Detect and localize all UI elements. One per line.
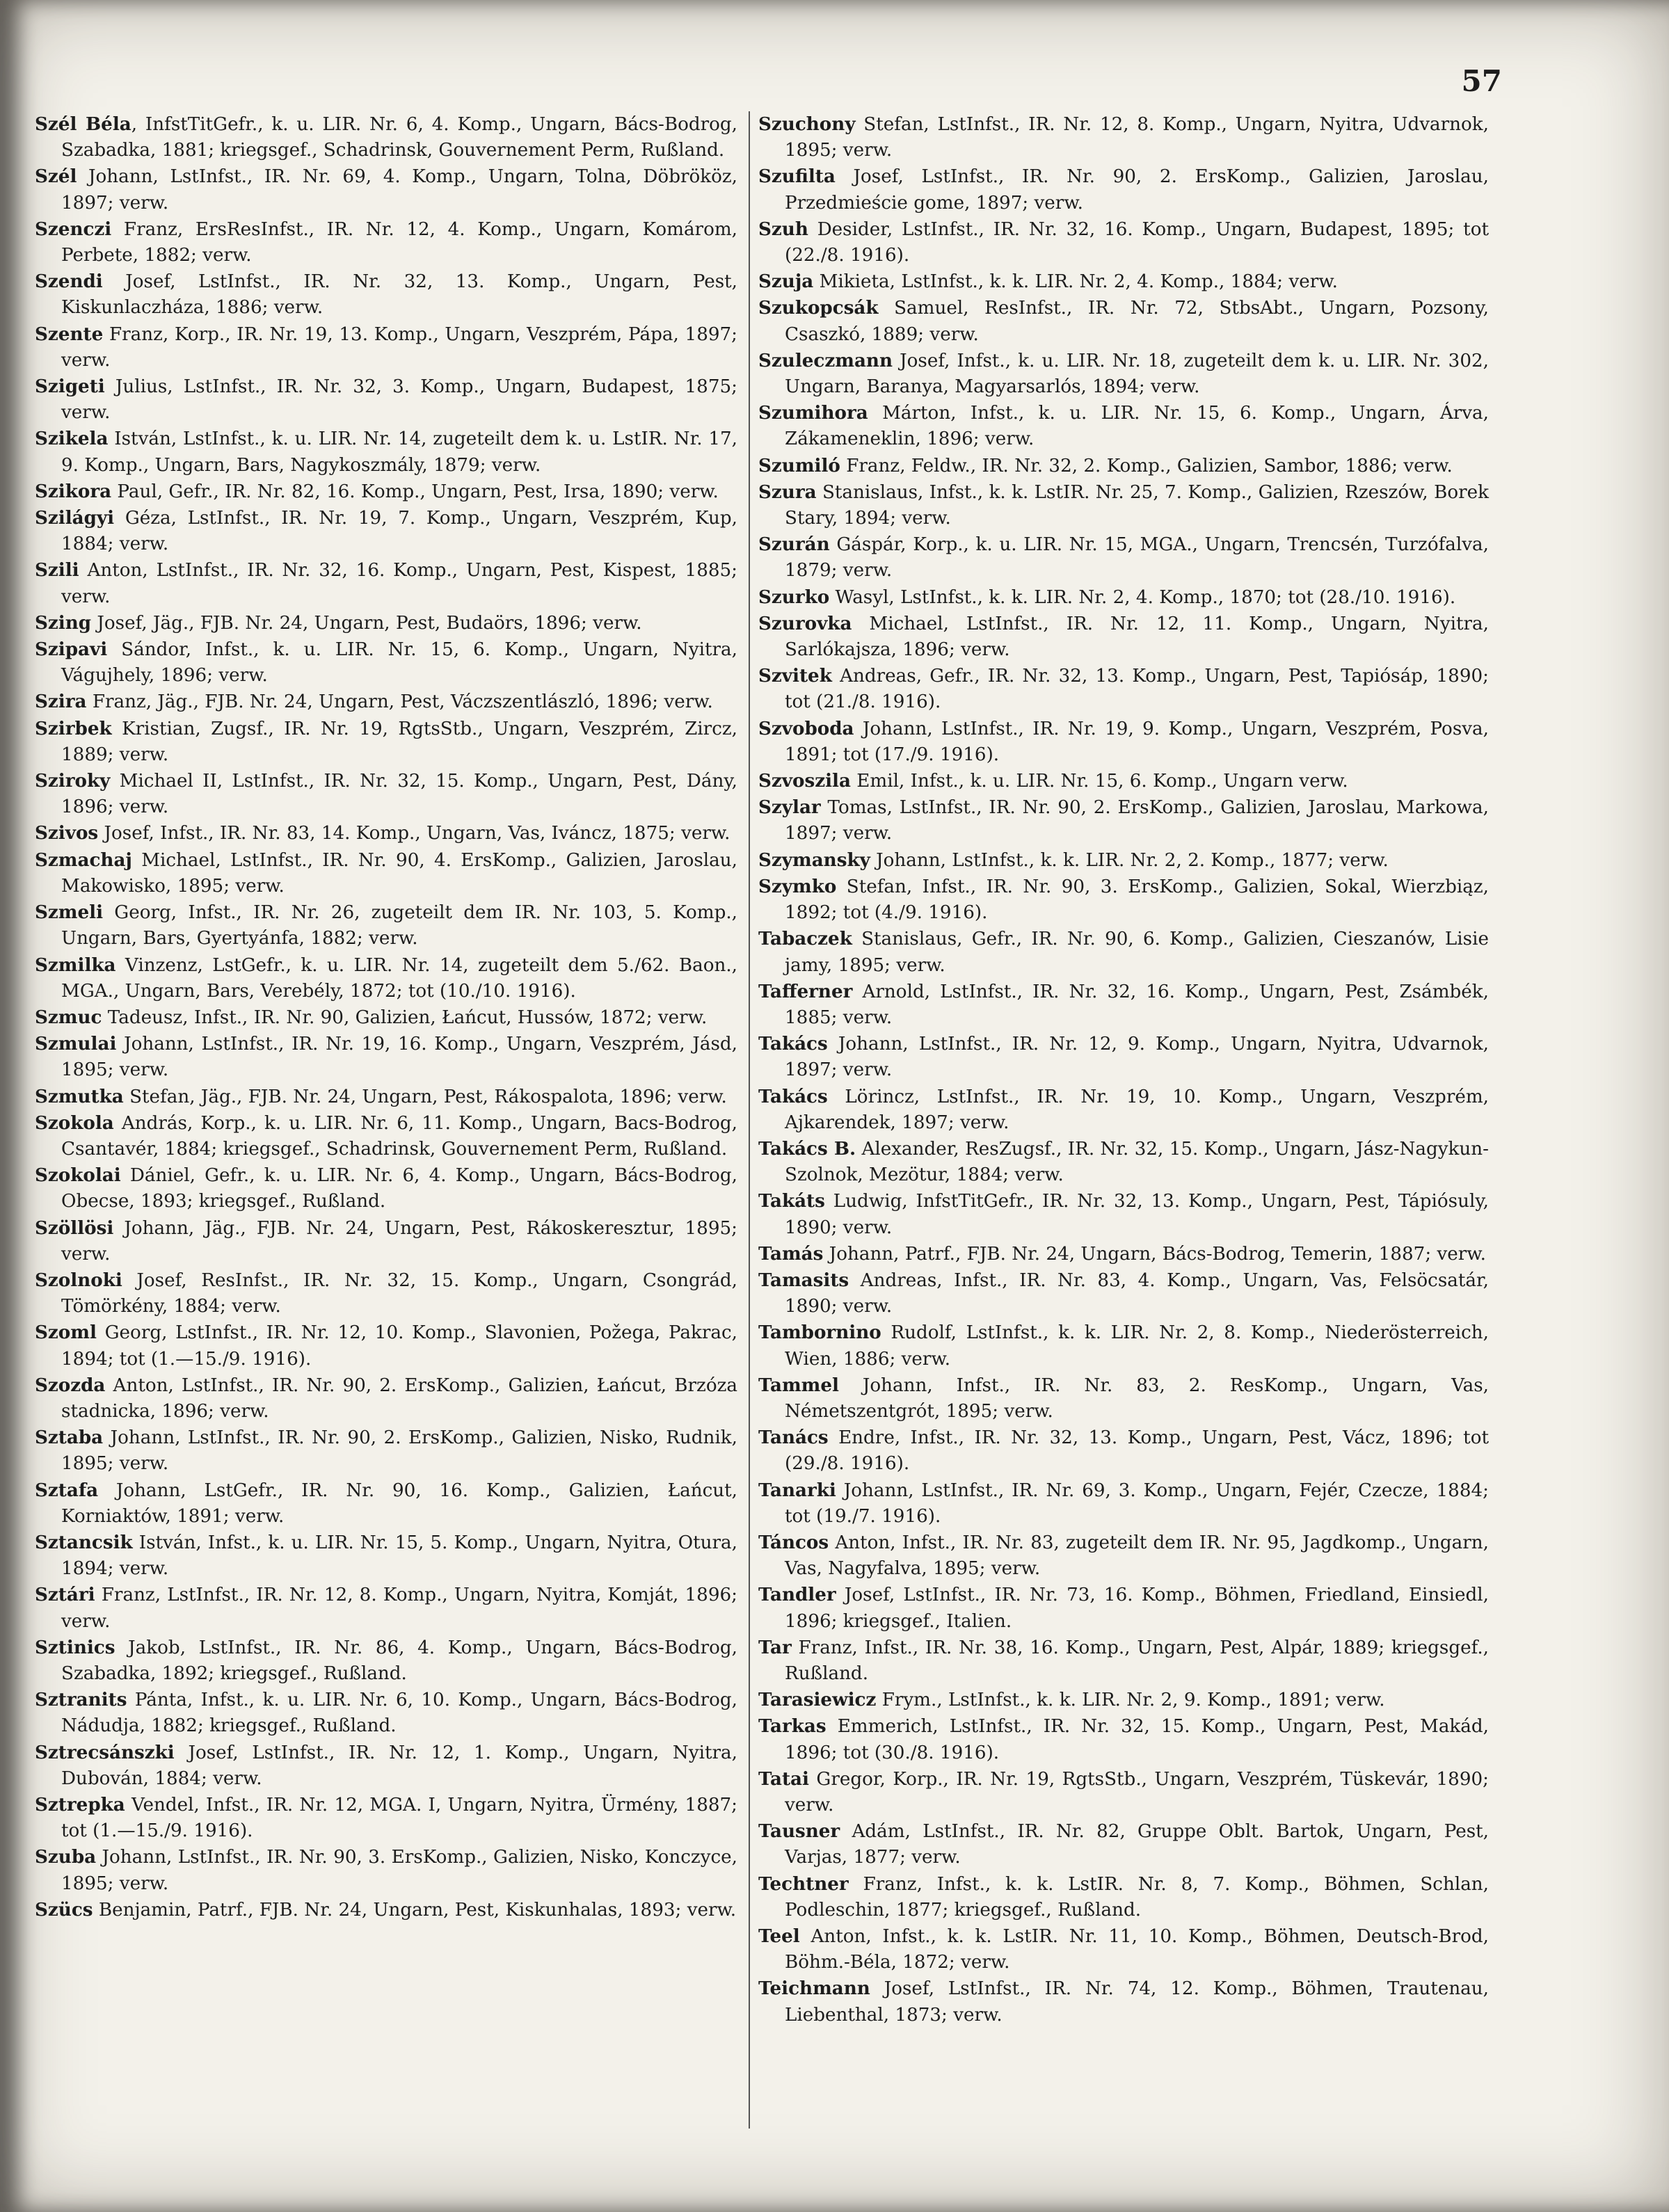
entry-surname: Takáts	[758, 1190, 825, 1212]
list-entry	[758, 1871, 1489, 1923]
entry-surname: Szöllösi	[35, 1217, 114, 1239]
entry-surname: Szura	[758, 481, 817, 503]
entry-surname: Tatai	[758, 1768, 809, 1790]
list-entry	[758, 1267, 1489, 1320]
entry-details: Arnold, LstInfst., IR. Nr. 32, 16. Komp., Ungarn, Pest, Zsámbék, 1885; verw.	[785, 981, 1489, 1028]
entry-details: Johann, LstInfst., IR. Nr. 19, 9. Komp., Ungarn, Veszprém, Posva, 1891; tot (17./9. 1916).	[785, 718, 1489, 765]
entry-details: Josef, LstInfst., IR. Nr. 90, 2. ErsKomp., Galizien, Jaroslau, Przedmieście gome, 1897; verw.	[785, 166, 1489, 214]
entry-surname: Tanács	[758, 1427, 829, 1449]
entry-details: Franz, Infst., IR. Nr. 38, 16. Komp., Ungarn, Pest, Alpár, 1889; kriegsgef., Rußland.	[785, 1637, 1489, 1684]
entry-surname: Tausner	[758, 1820, 840, 1843]
list-entry	[758, 1818, 1489, 1870]
entry-details: Franz, Feldw., IR. Nr. 32, 2. Komp., Galizien, Sambor, 1886; verw.	[840, 455, 1453, 476]
entry-surname: Szili	[35, 559, 79, 582]
list-entry	[35, 1215, 737, 1267]
entry-details: István, LstInfst., k. u. LIR. Nr. 14, zugeteilt dem k. u. LstIR. Nr. 17, 9. Komp., Ungarn, Bars, Nagykoszmály, 1879; verw.	[61, 428, 737, 476]
list-entry	[758, 163, 1489, 216]
entry-details: Vendel, Infst., IR. Nr. 12, MGA. I, Ungarn, Nyitra, Ürmény, 1887; tot (1.—15./9. 1916).	[61, 1795, 737, 1842]
entry-surname: Sztafa	[35, 1479, 99, 1501]
entry-details: Emil, Infst., k. u. LIR. Nr. 15, 6. Komp., Ungarn verw.	[850, 771, 1348, 792]
list-entry	[758, 1582, 1489, 1634]
entry-details: Mikieta, LstInfst., k. k. LIR. Nr. 2, 4. Komp., 1884; verw.	[813, 271, 1338, 293]
list-entry	[758, 584, 1489, 611]
entry-surname: Szurán	[758, 534, 830, 556]
entry-details: Johann, LstInfst., IR. Nr. 69, 4. Komp., Ungarn, Tolna, Döbrököz, 1897; verw.	[61, 166, 737, 214]
entry-surname: Sztancsik	[35, 1531, 133, 1553]
entry-details: Franz, Jäg., FJB. Nr. 24, Ungarn, Pest, Váczszentlászló, 1896; verw.	[86, 691, 713, 713]
list-entry	[758, 1425, 1489, 1477]
entry-details: Anton, LstInfst., IR. Nr. 90, 2. ErsKomp., Galizien, Łańcut, Brzóza stadnicka, 1896; verw.	[61, 1375, 737, 1422]
list-entry	[758, 216, 1489, 269]
entry-surname: Takács	[758, 1033, 828, 1055]
entry-surname: Szmeli	[35, 901, 104, 924]
entry-surname: Szmilka	[35, 954, 116, 976]
entry-surname: Szente	[35, 323, 104, 345]
list-entry	[758, 926, 1489, 978]
entry-details: Lörincz, LstInfst., IR. Nr. 19, 10. Komp., Ungarn, Veszprém, Ajkarendek, 1897; verw.	[785, 1086, 1489, 1133]
entry-surname: Szmuc	[35, 1006, 102, 1028]
entry-details: Géza, LstInfst., IR. Nr. 19, 7. Komp., Ungarn, Veszprém, Kup, 1884; verw.	[61, 508, 737, 555]
list-entry	[35, 636, 737, 689]
entry-surname: Szumiló	[758, 454, 840, 476]
entry-surname: Szokola	[35, 1112, 114, 1134]
entry-surname: Szirbek	[35, 717, 112, 739]
entry-details: Johann, LstInfst., IR. Nr. 90, 2. ErsKomp., Galizien, Nisko, Rudnik, 1895; verw.	[61, 1427, 737, 1475]
entry-surname: Szendi	[35, 271, 103, 293]
entry-surname: Szufilta	[758, 166, 836, 188]
entry-details: Josef, Infst., k. u. LIR. Nr. 18, zugeteilt dem k. u. LIR. Nr. 302, Ungarn, Baranya, Magyarsarlós, 1894; verw.	[785, 350, 1489, 398]
entry-surname: Tandler	[758, 1584, 836, 1606]
list-entry	[35, 1792, 737, 1844]
entry-surname: Tarkas	[758, 1715, 826, 1738]
list-entry	[758, 611, 1489, 663]
entry-surname: Sztrecsánszki	[35, 1741, 175, 1763]
list-entry	[758, 874, 1489, 926]
entry-details: Márton, Infst., k. u. LIR. Nr. 15, 6. Komp., Ungarn, Árva, Zákameneklin, 1896; verw.	[785, 403, 1489, 450]
list-entry	[35, 610, 737, 636]
list-entry	[35, 1372, 737, 1425]
entry-details: Johann, Patrf., FJB. Nr. 24, Ungarn, Bács-Bodrog, Temerin, 1887; verw.	[823, 1243, 1486, 1265]
entry-surname: Szuja	[758, 271, 814, 293]
entry-surname: Tafferner	[758, 980, 853, 1002]
list-entry	[758, 716, 1489, 768]
list-entry	[35, 1530, 737, 1582]
entry-details: Johann, LstInfst., IR. Nr. 12, 9. Komp., Ungarn, Nyitra, Udvarnok, 1897; verw.	[785, 1034, 1489, 1081]
entry-surname: Sztranits	[35, 1689, 127, 1711]
list-entry	[758, 847, 1489, 874]
list-entry	[758, 1713, 1489, 1765]
entry-details: András, Korp., k. u. LIR. Nr. 6, 11. Komp., Ungarn, Bacs-Bodrog, Csantavér, 1884; kriegsgef., Schadrinsk, Gouvernement Perm, Rußland.	[61, 1112, 737, 1160]
entry-details: Anton, Infst., IR. Nr. 83, zugeteilt dem IR. Nr. 95, Jagdkomp., Ungarn, Vas, Nagyfalva, 1895; verw.	[785, 1532, 1489, 1580]
list-entry	[758, 400, 1489, 452]
list-entry	[758, 453, 1489, 479]
entry-surname: Szigeti	[35, 376, 105, 398]
entry-details: Frym., LstInfst., k. k. LIR. Nr. 2, 9. Komp., 1891; verw.	[876, 1690, 1385, 1711]
list-entry	[758, 1766, 1489, 1818]
list-entry	[758, 1530, 1489, 1582]
entry-details: Kristian, Zugsf., IR. Nr. 19, RgtsStb., Ungarn, Veszprém, Zircz, 1889; verw.	[61, 718, 737, 765]
entry-details: Johann, LstInfst., IR. Nr. 90, 3. ErsKomp., Galizien, Nisko, Konczyce, 1895; verw.	[61, 1847, 737, 1894]
entry-surname: Sztinics	[35, 1636, 115, 1658]
entry-surname: Szikela	[35, 428, 109, 450]
entry-details: Sándor, Infst., k. u. LIR. Nr. 15, 6. Komp., Ungarn, Nyitra, Vágujhely, 1896; verw.	[61, 639, 737, 687]
entry-surname: Teichmann	[758, 1978, 870, 2000]
entry-details: Stefan, LstInfst., IR. Nr. 12, 8. Komp., Ungarn, Nyitra, Udvarnok, 1895; verw.	[785, 114, 1489, 161]
entry-details: Josef, Jäg., FJB. Nr. 24, Ungarn, Pest, Budaörs, 1896; verw.	[91, 612, 642, 634]
list-entry	[35, 820, 737, 847]
entry-details: Johann, LstInfst., IR. Nr. 69, 3. Komp., Ungarn, Fejér, Czecze, 1884; tot (19./7. 1916).	[785, 1480, 1489, 1527]
entry-surname: Szilágyi	[35, 507, 115, 529]
entry-details: Johann, Infst., IR. Nr. 83, 2. ResKomp., Ungarn, Vas, Németszentgrót, 1895; verw.	[785, 1375, 1489, 1422]
list-entry	[35, 479, 737, 505]
list-entry	[35, 1582, 737, 1634]
entry-surname: Tamasits	[758, 1269, 849, 1291]
entry-surname: Szolnoki	[35, 1269, 122, 1291]
entry-surname: Szuchony	[758, 113, 856, 135]
right-column	[758, 111, 1489, 2028]
list-entry	[35, 1425, 737, 1477]
entry-details: Rudolf, LstInfst., k. k. LIR. Nr. 2, 8. Komp., Niederösterreich, Wien, 1886; verw.	[785, 1322, 1489, 1370]
entry-details: Josef, LstInfst., IR. Nr. 12, 1. Komp., Ungarn, Nyitra, Dubován, 1884; verw.	[61, 1742, 737, 1789]
entry-details: Anton, LstInfst., IR. Nr. 32, 16. Komp., Ungarn, Pest, Kispest, 1885; verw.	[61, 560, 737, 607]
entry-details: Pánta, Infst., k. u. LIR. Nr. 6, 10. Komp., Ungarn, Bács-Bodrog, Nádudja, 1882; kriegsgef., Rußland.	[61, 1690, 737, 1737]
entry-surname: Tamás	[758, 1242, 824, 1265]
entry-surname: Tanarki	[758, 1479, 836, 1501]
list-entry	[35, 1320, 737, 1372]
list-entry	[758, 1084, 1489, 1136]
entry-details: Franz, Infst., k. k. LstIR. Nr. 8, 7. Komp., Böhmen, Schlan, Podleschin, 1877; kriegsgef., Rußland.	[785, 1873, 1489, 1921]
list-entry	[758, 295, 1489, 347]
entry-details: Julius, LstInfst., IR. Nr. 32, 3. Komp., Ungarn, Budapest, 1875; verw.	[61, 376, 737, 424]
entry-surname: Sztaba	[35, 1427, 104, 1449]
entry-details: Georg, Infst., IR. Nr. 26, zugeteilt dem IR. Nr. 103, 5. Komp., Ungarn, Bars, Gyertyánfa, 1882; verw.	[61, 902, 737, 949]
entry-details: Paul, Gefr., IR. Nr. 82, 16. Komp., Ungarn, Pest, Irsa, 1890; verw.	[111, 481, 719, 502]
entry-details: Adám, LstInfst., IR. Nr. 82, Gruppe Oblt. Bartok, Ungarn, Pest, Varjas, 1877; verw.	[785, 1821, 1489, 1868]
entry-surname: Szukopcsák	[758, 297, 879, 319]
entry-surname: Szuba	[35, 1846, 97, 1868]
entry-details: Andreas, Infst., IR. Nr. 83, 4. Komp., Ungarn, Vas, Felsöcsatár, 1890; verw.	[785, 1269, 1489, 1317]
entry-surname: Sztári	[35, 1584, 95, 1606]
entry-details: Anton, Infst., k. k. LstIR. Nr. 11, 10. Komp., Böhmen, Deutsch-Brod, Böhm.-Béla, 1872; verw.	[785, 1926, 1489, 1973]
list-entry	[758, 1372, 1489, 1425]
entry-surname: Tar	[758, 1636, 792, 1658]
column-divider	[749, 111, 750, 2129]
entry-surname: Tarasiewicz	[758, 1689, 877, 1711]
list-entry	[758, 1477, 1489, 1530]
entry-details: Johann, LstGefr., IR. Nr. 90, 16. Komp., Galizien, Łańcut, Korniaktów, 1891; verw.	[61, 1480, 737, 1527]
entry-details: Jakob, LstInfst., IR. Nr. 86, 4. Komp., Ungarn, Bács-Bodrog, Szabadka, 1892; kriegsgef., Rußland.	[61, 1637, 737, 1684]
entry-details: Endre, Infst., IR. Nr. 32, 13. Komp., Ungarn, Pest, Vácz, 1896; tot (29./8. 1916).	[785, 1427, 1489, 1475]
entry-surname: Szoml	[35, 1322, 97, 1344]
entry-surname: Szivos	[35, 822, 99, 844]
list-entry	[758, 1687, 1489, 1713]
entry-surname: Szuleczmann	[758, 349, 893, 371]
entry-surname: Szuh	[758, 218, 808, 240]
entry-details: Josef, ResInfst., IR. Nr. 32, 15. Komp., Ungarn, Csongrád, Tömörkény, 1884; verw.	[61, 1269, 737, 1317]
list-entry	[35, 505, 737, 557]
entry-surname: Takács	[758, 1085, 828, 1107]
list-entry	[35, 1687, 737, 1739]
entry-surname: Szenczi	[35, 218, 112, 240]
entry-surname: Sztrepka	[35, 1794, 125, 1816]
entry-details: Michael, LstInfst., IR. Nr. 90, 4. ErsKomp., Galizien, Jaroslau, Makowisko, 1895; verw.	[61, 849, 737, 897]
entry-surname: Teel	[758, 1925, 800, 1948]
entry-details: Stanislaus, Gefr., IR. Nr. 90, 6. Komp., Galizien, Cieszanów, Lisie jamy, 1895; verw.	[785, 929, 1489, 976]
list-entry	[35, 269, 737, 321]
entry-details: Emmerich, LstInfst., IR. Nr. 32, 15. Komp., Ungarn, Pest, Makád, 1896; tot (30./8. 1916).	[785, 1716, 1489, 1763]
list-entry	[35, 1084, 737, 1110]
entry-surname: Szikora	[35, 480, 112, 502]
entry-details: Desider, LstInfst., IR. Nr. 32, 16. Komp., Ungarn, Budapest, 1895; tot (22./8. 1916).	[785, 218, 1489, 266]
entry-details: Johann, LstInfst., k. k. LIR. Nr. 2, 2. Komp., 1877; verw.	[870, 849, 1389, 871]
list-entry	[35, 952, 737, 1004]
entry-surname: Szurovka	[758, 612, 852, 634]
list-entry	[35, 321, 737, 374]
list-entry	[758, 794, 1489, 847]
entry-details: Tomas, LstInfst., IR. Nr. 90, 2. ErsKomp., Galizien, Jaroslau, Markowa, 1897; verw.	[785, 797, 1489, 844]
entry-surname: Tabaczek	[758, 928, 852, 950]
list-entry	[758, 111, 1489, 163]
entry-surname: Szmulai	[35, 1033, 117, 1055]
entry-surname: Takács B.	[758, 1137, 856, 1160]
list-entry	[35, 163, 737, 216]
entry-surname: Szira	[35, 691, 87, 713]
entry-surname: Szurko	[758, 586, 830, 608]
entry-surname: Szmutka	[35, 1085, 124, 1107]
list-entry	[35, 1477, 737, 1530]
entry-surname: Sziroky	[35, 770, 111, 792]
entry-details: Andreas, Gefr., IR. Nr. 32, 13. Komp., Ungarn, Pest, Tapiósáp, 1890; tot (21./8. 1916).	[785, 666, 1489, 713]
entry-details: Stefan, Infst., IR. Nr. 90, 3. ErsKomp., Galizien, Sokal, Wierzbiąz, 1892; tot (4./9. 1916).	[785, 876, 1489, 924]
page-number: 57	[1461, 64, 1502, 98]
entry-details: Georg, LstInfst., IR. Nr. 12, 10. Komp., Slavonien, Požega, Pakrac, 1894; tot (1.—15./9. 1916).	[61, 1322, 737, 1370]
list-entry	[35, 1004, 737, 1031]
entry-surname: Szipavi	[35, 639, 108, 661]
list-entry	[758, 348, 1489, 400]
entry-details: Vinzenz, LstGefr., k. u. LIR. Nr. 14, zugeteilt dem 5./62. Baon., MGA., Ungarn, Bars, Verebély, 1872; tot (10./10. 1916).	[61, 954, 737, 1002]
list-entry	[35, 1110, 737, 1162]
entry-surname: Szylar	[758, 796, 821, 819]
list-entry	[35, 216, 737, 269]
entry-details: Johann, Jäg., FJB. Nr. 24, Ungarn, Pest, Rákoskeresztur, 1895; verw.	[61, 1217, 737, 1265]
entry-details: Johann, LstInfst., IR. Nr. 19, 16. Komp., Ungarn, Veszprém, Jásd, 1895; verw.	[61, 1034, 737, 1081]
entry-surname: Tammel	[758, 1374, 839, 1396]
list-entry	[35, 689, 737, 715]
list-entry	[35, 1844, 737, 1896]
entry-details: Gregor, Korp., IR. Nr. 19, RgtsStb., Ungarn, Veszprém, Tüskevár, 1890; verw.	[785, 1768, 1489, 1816]
entry-details: Gáspár, Korp., k. u. LIR. Nr. 15, MGA., Ungarn, Trencsén, Turzófalva, 1879; verw.	[785, 534, 1489, 582]
entry-details: Josef, Infst., IR. Nr. 83, 14. Komp., Ungarn, Vas, Iváncz, 1875; verw.	[98, 823, 730, 844]
list-entry	[758, 979, 1489, 1031]
entry-details: Michael, LstInfst., IR. Nr. 12, 11. Komp., Ungarn, Nyitra, Sarlókajsza, 1896; verw.	[785, 613, 1489, 661]
list-entry	[35, 374, 737, 426]
list-entry	[35, 1897, 737, 1923]
list-entry	[35, 716, 737, 768]
list-entry	[758, 1241, 1489, 1267]
list-entry	[758, 531, 1489, 584]
list-entry	[758, 768, 1489, 794]
entry-surname: Szozda	[35, 1374, 106, 1396]
entry-surname: Tambornino	[758, 1322, 881, 1344]
entry-details: Josef, LstInfst., IR. Nr. 32, 13. Komp., Ungarn, Pest, Kiskunlaczháza, 1886; verw.	[61, 271, 737, 319]
entry-details: Stefan, Jäg., FJB. Nr. 24, Ungarn, Pest, Rákospalota, 1896; verw.	[123, 1086, 727, 1107]
list-entry	[758, 1923, 1489, 1975]
entry-details: Stanislaus, Infst., k. k. LstIR. Nr. 25, 7. Komp., Galizien, Rzeszów, Borek Stary, 1894; verw.	[785, 481, 1489, 529]
list-entry	[35, 768, 737, 820]
list-entry	[35, 557, 737, 609]
entry-surname: Techtner	[758, 1873, 849, 1895]
entry-details: Franz, LstInfst., IR. Nr. 12, 8. Komp., Ungarn, Nyitra, Komját, 1896; verw.	[61, 1585, 737, 1632]
list-entry	[35, 899, 737, 952]
entry-details: , InfstTitGefr., k. u. LIR. Nr. 6, 4. Komp., Ungarn, Bács-Bodrog, Szabadka, 1881; kriegsgef., Schadrinsk, Gouvernement Perm, Rußland.	[61, 114, 737, 161]
entry-details: Samuel, ResInfst., IR. Nr. 72, StbsAbt., Ungarn, Pozsony, Csaszkó, 1889; verw.	[785, 298, 1489, 345]
entry-details: Josef, LstInfst., IR. Nr. 73, 16. Komp., Böhmen, Friedland, Einsiedl, 1896; kriegsgef., Italien.	[785, 1585, 1489, 1632]
list-entry	[758, 1320, 1489, 1372]
list-entry	[35, 1267, 737, 1320]
list-entry	[758, 269, 1489, 295]
entry-details: Alexander, ResZugsf., IR. Nr. 32, 15. Komp., Ungarn, Jász-Nagykun-Szolnok, Mezötur, 1884; verw.	[785, 1138, 1489, 1186]
entry-surname: Szvoszila	[758, 770, 851, 792]
list-entry	[35, 111, 737, 163]
list-entry	[35, 1162, 737, 1215]
entry-details: Franz, ErsResInfst., IR. Nr. 12, 4. Komp., Ungarn, Komárom, Perbete, 1882; verw.	[61, 218, 737, 266]
list-entry	[35, 426, 737, 478]
entry-details: Michael II, LstInfst., IR. Nr. 32, 15. Komp., Ungarn, Pest, Dány, 1896; verw.	[61, 771, 737, 818]
entry-surname: Szokolai	[35, 1164, 121, 1187]
entry-details: Josef, LstInfst., IR. Nr. 74, 12. Komp., Böhmen, Trautenau, Liebenthal, 1873; verw.	[785, 1978, 1489, 2026]
list-entry	[758, 1635, 1489, 1687]
list-entry	[758, 1136, 1489, 1188]
entry-details: Wasyl, LstInfst., k. k. LIR. Nr. 2, 4. Komp., 1870; tot (28./10. 1916).	[829, 586, 1456, 608]
entry-details: István, Infst., k. u. LIR. Nr. 15, 5. Komp., Ungarn, Nyitra, Otura, 1894; verw.	[61, 1532, 737, 1580]
list-entry	[758, 1031, 1489, 1083]
list-entry	[758, 1188, 1489, 1240]
entry-surname: Szymansky	[758, 849, 870, 871]
entry-surname: Szél	[35, 166, 77, 188]
list-entry	[35, 847, 737, 899]
entry-details: Franz, Korp., IR. Nr. 19, 13. Komp., Ungarn, Veszprém, Pápa, 1897; verw.	[61, 323, 737, 371]
entry-details: Ludwig, InfstTitGefr., IR. Nr. 32, 13. Komp., Ungarn, Pest, Tápiósuly, 1890; verw.	[785, 1191, 1489, 1238]
entry-surname: Szücs	[35, 1898, 93, 1921]
list-entry	[758, 479, 1489, 531]
left-column	[35, 111, 737, 1923]
entry-surname: Szmachaj	[35, 849, 132, 871]
list-entry	[758, 663, 1489, 715]
entry-surname: Szumihora	[758, 402, 868, 424]
entry-surname: Szél Béla	[35, 113, 131, 135]
entry-surname: Táncos	[758, 1531, 829, 1553]
entry-surname: Szvitek	[758, 665, 832, 687]
entry-details: Benjamin, Patrf., FJB. Nr. 24, Ungarn, Pest, Kiskunhalas, 1893; verw.	[93, 1899, 737, 1921]
list-entry	[35, 1031, 737, 1083]
list-entry	[35, 1635, 737, 1687]
entry-details: Dániel, Gefr., k. u. LIR. Nr. 6, 4. Komp., Ungarn, Bács-Bodrog, Obecse, 1893; kriegsgef., Rußland.	[61, 1165, 737, 1212]
list-entry	[35, 1740, 737, 1792]
list-entry	[758, 1975, 1489, 2028]
entry-surname: Szymko	[758, 875, 837, 897]
entry-surname: Szing	[35, 611, 92, 634]
entry-surname: Szvoboda	[758, 717, 854, 739]
entry-details: Tadeusz, Infst., IR. Nr. 90, Galizien, Łańcut, Hussów, 1872; verw.	[102, 1007, 708, 1028]
